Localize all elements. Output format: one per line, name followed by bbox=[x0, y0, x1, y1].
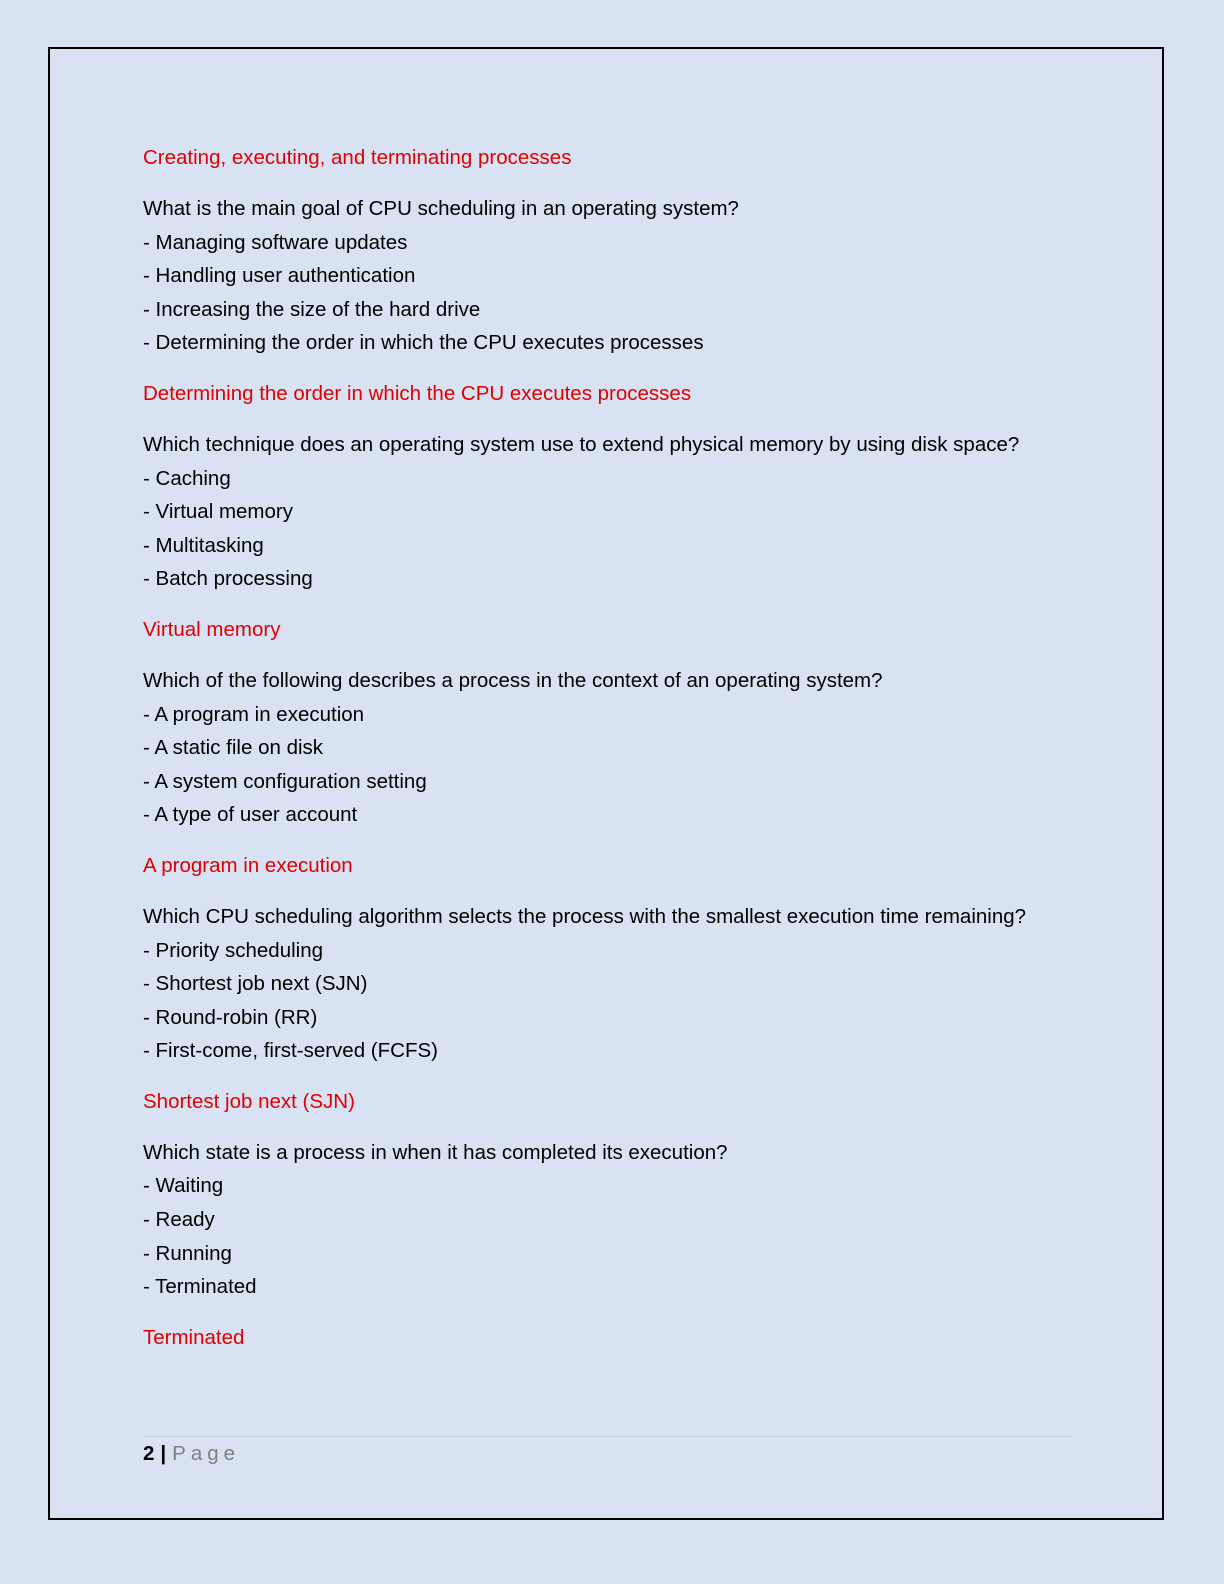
option: - Waiting bbox=[143, 1174, 224, 1198]
option: - Priority scheduling bbox=[143, 938, 324, 962]
option: - Shortest job next (SJN) bbox=[143, 972, 368, 996]
page-number: 2 bbox=[143, 1442, 155, 1465]
section-title: Creating, executing, and terminating processes bbox=[143, 146, 572, 169]
question-block-2 bbox=[143, 428, 1083, 596]
option: - Virtual memory bbox=[143, 500, 293, 524]
option: - Running bbox=[143, 1241, 232, 1265]
question-block-5 bbox=[143, 1136, 1083, 1304]
option: - A type of user account bbox=[143, 803, 358, 827]
option: - Multitasking bbox=[143, 533, 264, 557]
option: - A system configuration setting bbox=[143, 769, 427, 793]
document-content bbox=[143, 143, 1083, 1372]
question-block-3 bbox=[143, 664, 1083, 832]
page-footer bbox=[143, 1440, 240, 1468]
option: - Round-robin (RR) bbox=[143, 1005, 318, 1029]
page-label: Page bbox=[172, 1442, 241, 1465]
option: - Batch processing bbox=[143, 567, 313, 591]
question-block-1 bbox=[143, 192, 1083, 360]
question-text: Which of the following describes a process in the context of an operating system? bbox=[143, 668, 883, 692]
question-text: Which state is a process in when it has completed its execution? bbox=[143, 1140, 728, 1164]
footer-separator: | bbox=[160, 1442, 167, 1465]
option: - Managing software updates bbox=[143, 230, 408, 254]
question-text: What is the main goal of CPU scheduling in an operating system? bbox=[143, 197, 739, 220]
answer-label: Terminated bbox=[143, 1325, 245, 1349]
footer-divider bbox=[143, 1436, 1073, 1437]
option: - Increasing the size of the hard drive bbox=[143, 297, 481, 321]
option: - Caching bbox=[143, 466, 231, 490]
option: - Handling user authentication bbox=[143, 264, 416, 288]
answer-label: Shortest job next (SJN) bbox=[143, 1089, 355, 1113]
option: - Ready bbox=[143, 1208, 215, 1232]
question-block-4 bbox=[143, 900, 1083, 1068]
question-text: Which CPU scheduling algorithm selects the process with the smallest execution time remaining? bbox=[143, 904, 1027, 928]
answer-label: Virtual memory bbox=[143, 617, 281, 641]
option: - A program in execution bbox=[143, 702, 365, 726]
answer-label: A program in execution bbox=[143, 853, 353, 877]
question-text: Which technique does an operating system use to extend physical memory by using disk space? bbox=[143, 432, 1020, 456]
option: - Determining the order in which the CPU executes processes bbox=[143, 331, 704, 355]
option: - Terminated bbox=[143, 1275, 257, 1299]
answer-label: Determining the order in which the CPU executes processes bbox=[143, 381, 692, 405]
option: - First-come, first-served (FCFS) bbox=[143, 1039, 438, 1063]
option: - A static file on disk bbox=[143, 736, 324, 760]
